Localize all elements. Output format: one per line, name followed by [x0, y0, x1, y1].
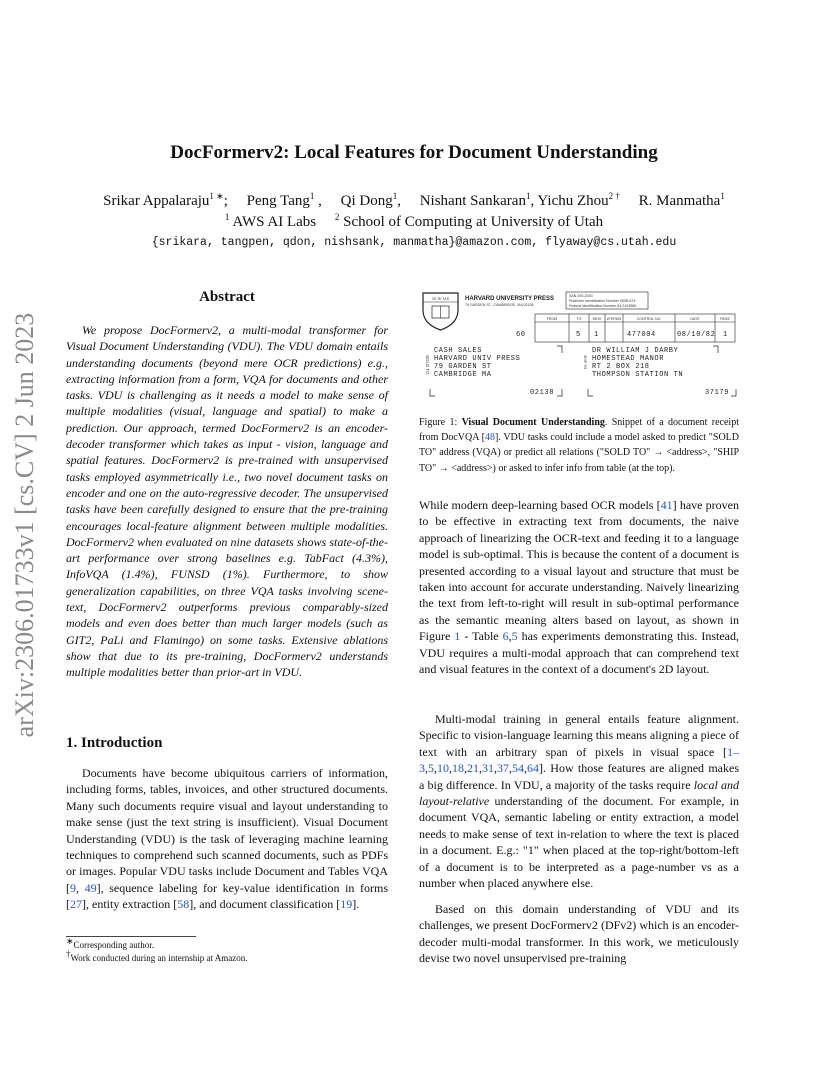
- logo-text: VE RI TAS: [431, 297, 450, 301]
- sold-to-line: CAMBRIDGE MA: [434, 371, 492, 379]
- author-name: Yichu Zhou: [537, 193, 609, 209]
- affiliation-name: School of Computing at University of Utah: [343, 214, 604, 230]
- ship-to-line: HOMESTEAD MANOR: [592, 355, 665, 363]
- abstract-text: We propose DocFormerv2, a multi-modal transformer for Visual Document Understanding (VDU). The VDU domain entails understanding documents (beyond mere OCR predictions) e.g., extracting information from a form, VQA for documents and other tasks. VDU is challenging as it needs a model to make sense of multiple modalities (visual, language and spatial) to make a prediction. Our approach, termed DocFormerv2 is an encoder-decoder transformer which takes as input - vision, language and spatial features. DocFormerv2 is pre-trained with unsupervised tasks employed asymmetrically i.e., two novel document tasks on encoder and one on the auto-regressive decoder. The unsupervised tasks have been carefully designed to ensure that the pre-training encourages local-feature alignment between multiple modalities. DocFormerv2 when evaluated on nine datasets shows state-of-the-art performance over strong baselines e.g. TabFact (4.3%), InfoVQA (1.4%), FUNSD (1%). Furthermore, to show generalization capabilities, on three VQA tasks involving scene-text, DocFormerv2 outperforms previous comparably-sized models and even does better than much larger models (such as GIT2, PaLi and Flamingo) on some tasks. Extensive ablations show that due to its pre-training, DocFormerv2 understands multiple modalities better than prior-art in VDU.: [66, 323, 388, 680]
- publisher-address: 79 GARDEN ST., CAMBRIDGE, MA 02138: [465, 303, 534, 307]
- sold-to-vertical-label: [425, 355, 430, 375]
- citation-link[interactable]: 58: [177, 897, 190, 912]
- author-name: R. Manmatha: [638, 193, 721, 209]
- citation-link[interactable]: 31: [482, 761, 494, 776]
- body-text: ]. How those features are aligned makes a big difference. In VDU, a majority of the tasks require: [419, 761, 739, 792]
- publisher-info: Publisher Identification Number ISBN 674: [569, 299, 636, 303]
- sold-to-line: CASH SALES: [434, 347, 483, 355]
- body-paragraph: Based on this domain understanding of VDU and its challenges, we present DocFormerv2 (DFv2) which is an encoder-decoder multi-modal transformer. In this work, we meticulously devise two novel unsupervised pre-training: [419, 902, 739, 966]
- sold-to-line: 79 GARDEN ST: [434, 363, 492, 371]
- citation-link[interactable]: 27: [70, 897, 82, 912]
- table-header: FROM: [546, 317, 558, 321]
- author-mark: 2 †: [608, 191, 620, 201]
- table-header: PAGE: [720, 317, 730, 321]
- affiliation-mark: 2: [334, 212, 340, 222]
- arxiv-identifier: arXiv:2306.01733v1 [cs.CV] 2 Jun 2023: [10, 312, 39, 738]
- table-ref-link[interactable]: 5: [511, 629, 518, 644]
- footnote-mark: ∗: [66, 936, 74, 946]
- sold-to-zip: 02138: [530, 389, 555, 397]
- sold-corner-mark: [557, 346, 562, 353]
- body-text: Multi-modal training in general entails feature alignment. Specific to vision-language learning this means aligning a piece of text with an arbitrary span of pixels in visual space [: [419, 712, 739, 759]
- caption-text: ]. VDU tasks could include a model asked to predict "SOLD TO" address (VQA) or predict all relations ("SOLD TO" → <address>, "SHIP TO" → <address>) or asked to infer info from table (at the top).: [419, 432, 739, 474]
- author-mark: 1 ∗: [209, 191, 224, 201]
- ship-to-line: RT 2 BOX 218: [592, 363, 650, 371]
- citation-link[interactable]: 21: [467, 761, 479, 776]
- table-header: CONTROL NO.: [636, 317, 662, 321]
- ship-corner-mark: [588, 389, 593, 396]
- body-text: has experiments demonstrating this. Instead, VDU requires a multi-modal approach that can comprehend text and visual features in the context of a document's 2D layout.: [419, 629, 739, 677]
- author-name: Qi Dong: [340, 193, 393, 209]
- footnote-text: Work conducted during an internship at Amazon.: [70, 953, 248, 963]
- table-header: TO: [576, 317, 582, 321]
- arxiv-sidebar: [0, 295, 50, 755]
- footnote: [66, 936, 396, 950]
- citation-link[interactable]: 41: [660, 498, 673, 512]
- harvard-shield-logo: [423, 293, 458, 330]
- table-ref-link[interactable]: 6: [502, 629, 509, 644]
- ship-corner-mark: [713, 346, 718, 353]
- table-cell: 60: [516, 331, 526, 339]
- intro-text: ], and document classification [: [189, 897, 341, 912]
- figure-receipt-image: [420, 290, 738, 400]
- affiliations: [0, 214, 828, 231]
- author-mark: 1: [525, 191, 531, 201]
- ship-to-zip: 37179: [705, 389, 730, 397]
- citation-link[interactable]: 5: [428, 761, 434, 776]
- ship-to-line: THOMPSON STATION TN: [592, 371, 684, 379]
- citation-link[interactable]: 9: [70, 880, 76, 895]
- citation-link[interactable]: 18: [452, 761, 464, 776]
- body-paragraph: [419, 497, 739, 677]
- emphasis-text: local and layout-relative: [419, 777, 740, 809]
- paper-title: DocFormerv2: Local Features for Document Understanding: [170, 142, 658, 163]
- table-cell: 08/10/82: [677, 331, 716, 339]
- body-text: - Table: [460, 629, 503, 644]
- intro-text: ], sequence labeling for key-value identification in forms [: [66, 880, 389, 912]
- abstract-heading: Abstract: [199, 289, 255, 305]
- publisher-info: Federal Identification Number 04-2103580: [569, 304, 637, 308]
- sold-label: SOLD TO: [425, 355, 430, 375]
- citation-link[interactable]: 1–3: [419, 744, 739, 776]
- table-cell: 477004: [627, 331, 656, 339]
- citation-link[interactable]: 19: [340, 897, 353, 912]
- citation-link[interactable]: 10: [437, 761, 449, 776]
- author-list: Srikar Appalaraju$^{1 ∗}$; Peng Tang$^1$ , Qi Dong$^1$, Nishant Sankaran$^1$, Yichu Zhou$^{2 \dagger}$ R. Manmatha$^1$: [103, 191, 725, 209]
- citation-link[interactable]: 37: [497, 761, 509, 776]
- affiliation-mark: 1: [224, 212, 230, 222]
- author-name: Peng Tang: [246, 193, 310, 209]
- intro-text: Documents have become ubiquitous carriers of information, including forms, tables, invoices, and other structured documents. Many such documents require visual and layout understanding to make sense (just the text string is insufficient). Visual Document Understanding (VDU) is the task of leveraging machine learning techniques to comprehend such scanned documents, such as PDFs or images. Popular VDU tasks include Document and Tables VQA [: [66, 766, 388, 895]
- caption-title: Visual Document Understanding: [461, 417, 605, 428]
- figure-caption: [419, 415, 739, 476]
- sold-to-line: HARVARD UNIV PRESS: [434, 355, 521, 363]
- caption-label: Figure 1:: [419, 417, 462, 428]
- body-paragraph: Multi-modal training in general entails feature alignment. Specific to vision-language learning this means aligning a piece of text with an arbitrary span of pixels in visual space [1–3,5,10,18,21,31,37,54,64]. How those features are aligned makes a big difference. In VDU, a majority of the tasks require local and layout-relative understanding of the document. For example, in document VQA, semantic labeling or entity extraction, a model needs to make sense of text in-relation to where the text is placed in a document. E.g.: "1" when placed at the top-right/bottom-left of a document is to be interpreted as a page-number vs as a number when placed anywhere else.: [419, 712, 740, 891]
- author-emails: {srikara, tangpen, qdon, nishsank, manmatha}@amazon.com, flyaway@cs.utah.edu: [151, 236, 677, 249]
- author-name: Nishant Sankaran: [419, 193, 526, 209]
- citation-link[interactable]: 54: [512, 761, 524, 776]
- sold-corner-mark: [430, 389, 435, 396]
- intro-text: ], entity extraction [: [82, 897, 178, 912]
- publisher-name: HARVARD UNIVERSITY PRESS: [465, 296, 555, 302]
- intro-paragraph: [66, 765, 388, 913]
- intro-text: ,: [76, 880, 85, 895]
- caption-text: . Snippet of a document receipt from DocVQA [: [419, 417, 739, 444]
- author-mark: 1: [392, 191, 398, 201]
- body-text: understanding of the document. For example, in document VQA, semantic labeling or entity extraction, a model needs to make sense of text in-relation to where the text is placed in a document. E.g.: "1" when placed at the top-right/bottom-left of a document is to be interpreted as a page-number vs as a number when placed anywhere else.: [419, 794, 739, 891]
- footnote: [66, 949, 396, 963]
- table-header: #TERMS: [606, 317, 622, 321]
- introduction-heading: 1. Introduction: [66, 735, 163, 751]
- author-name: Srikar Appalaraju: [103, 193, 210, 209]
- citation-link[interactable]: 49: [84, 880, 97, 895]
- table-header: WHO: [592, 317, 602, 321]
- receipt-snippet: [420, 290, 738, 400]
- table-header: DATE: [690, 317, 700, 321]
- footnote-text: Corresponding author.: [73, 940, 155, 950]
- body-text: While modern deep-learning based OCR models [: [419, 498, 661, 512]
- citation-link[interactable]: 48: [484, 432, 495, 444]
- intro-text: ].: [352, 897, 360, 912]
- body-text: ,: [508, 629, 512, 644]
- citation-link[interactable]: 64: [527, 761, 539, 776]
- ship-label: SHIP TO: [583, 355, 587, 370]
- footnote-rule: [66, 936, 196, 937]
- table-cell: 1: [723, 331, 728, 339]
- sold-corner-mark: [557, 389, 562, 396]
- affiliation-name: AWS AI Labs: [232, 214, 317, 230]
- publisher-info: SAN 200-2043: [569, 294, 593, 298]
- author-mark: 1: [309, 191, 315, 201]
- body-text: ] have proven to be effective in extracting text from documents, the naive approach of linearizing the OCR-text and feeding it to a language model is sub-optimal. This is because the content of a document is presented according to a visual layout and structure that must be taken into account for accurate understanding. Naively linearizing the text from left-to-right will result in sub-optimal performance as the semantic meaning alters based on layout, as shown in Figure: [419, 498, 739, 644]
- author-mark: 1: [720, 191, 725, 201]
- ship-corner-mark: [731, 389, 736, 396]
- table-cell: 1: [594, 331, 599, 339]
- ship-to-line: DR WILLIAM J DARBY: [592, 347, 679, 355]
- figure-ref-link[interactable]: 1: [454, 629, 461, 644]
- footnote-mark: †: [66, 949, 71, 959]
- table-cell: 5: [576, 331, 581, 339]
